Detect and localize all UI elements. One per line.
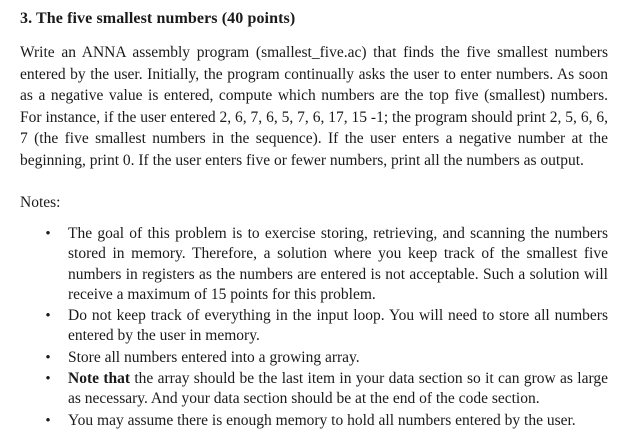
notes-list — [20, 224, 608, 431]
bullet-icon: • — [45, 349, 51, 366]
note-item-5 — [20, 411, 608, 431]
note-item-1 — [20, 224, 608, 305]
note-text: the array should be the last item in your data section so it can grow as large as necessary. And your data section should be at the end of the code section. — [68, 370, 608, 408]
note-emphasis: Note that — [68, 370, 131, 388]
note-text: The goal of this problem is to exercise storing, retrieving, and scanning the numbers stored in memory. Therefore, a solution where you keep track of the smallest five numbers in registers as the numbers are entered is not acceptable. Such a solution will receive a maximum of 15 points for this problem. — [68, 225, 608, 303]
note-text: Store all numbers entered into a growing array. — [68, 348, 360, 366]
bullet-icon: • — [45, 308, 51, 325]
note-text: Do not keep track of everything in the input loop. You will need to store all numbers entered by the user in memory. — [68, 307, 608, 345]
problem-description: Write an ANNA assembly program (smallest_five.ac) that finds the five smallest numbers entered by the user. Initially, the program continually asks the user to enter numbers. As soon as a negative value is entered, compute which numbers are the top five (smallest) numbers. For instance, if the user entered 2, 6, 7, 6, 5, 7, 6, 17, 15 -1; the program should print 2, 5, 6, 6, 7 (the five smallest numbers in the sequence). If the user enters a negative number at the beginning, print 0. If the user enters five or fewer numbers, print all the numbers as output. — [20, 44, 608, 169]
bullet-icon: • — [45, 226, 51, 242]
note-text: You may assume there is enough memory to hold all numbers entered by the user. — [68, 411, 576, 429]
problem-title: 3. The five smallest numbers (40 points) — [20, 10, 296, 27]
bullet-icon: • — [45, 412, 51, 429]
bullet-icon: • — [45, 371, 51, 388]
notes-label: Notes: — [20, 194, 61, 211]
note-item-4 — [20, 369, 608, 410]
note-item-3 — [20, 348, 608, 368]
note-item-2 — [20, 306, 608, 347]
